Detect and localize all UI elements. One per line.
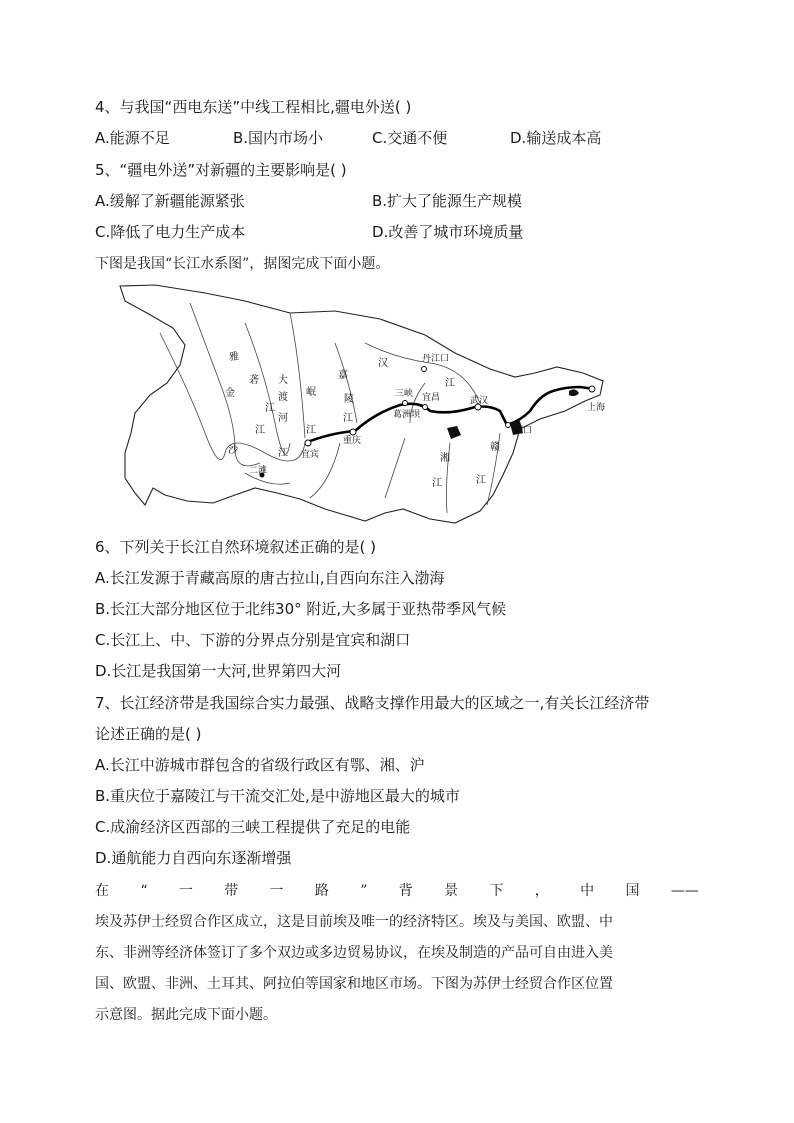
passage-line-2: 埃及苏伊士经贸合作区成立，这是目前埃及唯一的经济特区。埃及与美国、欧盟、中 <box>95 914 613 930</box>
label-jin: 金 <box>225 388 235 399</box>
q7-option-a: A.长江中游城市群包含的省级行政区有鄂、湘、沪 <box>95 756 425 774</box>
label-jiang-dadu: 江 <box>265 403 275 414</box>
label-jiang-min: 江 <box>306 425 316 436</box>
q7-option-b: B.重庆位于嘉陵江与干流交汇处,是中游地区最大的城市 <box>95 787 460 805</box>
label-ertan: 二滩 <box>249 466 268 476</box>
label-jiang-jinsha: 江 <box>278 448 288 459</box>
passage-word: 路 <box>314 883 329 899</box>
label-jiang-jialing: 江 <box>343 413 353 424</box>
label-han: 汉 <box>378 358 388 369</box>
label-jiang-han: 江 <box>445 378 455 389</box>
question-6-stem: 6、下列关于长江自然环境叙述正确的是( ) <box>95 538 377 556</box>
q4-option-b: B.国内市场小 <box>233 129 324 147</box>
label-chongqing: 重庆 <box>343 436 362 446</box>
passage-word: 背 <box>398 883 413 899</box>
label-ling: 陵 <box>344 394 354 405</box>
label-da: 大 <box>278 375 288 386</box>
passage-word: ， <box>534 883 549 899</box>
min-river <box>290 313 305 438</box>
label-hukou: 湖口 <box>514 426 533 436</box>
q5-option-a: A.缓解了新疆能源紧张 <box>95 192 245 210</box>
label-yibin: 宜宾 <box>301 450 320 460</box>
danjiangkou-marker <box>422 367 427 372</box>
label-xiang: 湘 <box>440 453 450 464</box>
dongting-lake <box>447 426 461 439</box>
shanghai-marker <box>589 386 595 392</box>
label-jiang-xiang: 江 <box>432 478 442 489</box>
label-gan: 赣 <box>490 442 500 453</box>
passage-word: 在 <box>95 883 109 899</box>
passage-line-5: 示意图。据此完成下面小题。 <box>95 1007 277 1023</box>
q6-option-d: D.长江是我国第一大河,世界第四大河 <box>95 662 342 680</box>
basin-outline <box>120 285 606 523</box>
q7-option-d: D.通航能力自西向东逐渐增强 <box>95 849 292 867</box>
label-gezhouba: 葛洲坝 <box>393 410 421 420</box>
label-du: 渡 <box>278 392 288 403</box>
passage <box>95 876 699 1031</box>
jialing-river <box>335 343 357 423</box>
q6-option-c: C.长江上、中、下游的分界点分别是宜宾和湖口 <box>95 631 411 649</box>
passage-word: “ <box>140 883 148 899</box>
q6-option-b: B.长江大部分地区位于北纬30° 附近,大多属于亚热带季风气候 <box>95 600 507 618</box>
label-danjiangkou: 丹江口 <box>422 354 450 364</box>
question-5-stem: 5、“疆电外送”对新疆的主要影响是( ) <box>95 161 347 179</box>
passage-word: 一 <box>178 883 193 899</box>
passage-word: 一 <box>269 883 284 899</box>
yichang-marker <box>423 405 428 410</box>
label-yichang: 宜昌 <box>422 393 441 403</box>
dadu-river <box>245 323 290 454</box>
passage-line-1 <box>95 876 699 907</box>
q4-option-a: A.能源不足 <box>95 129 170 147</box>
passage-word: 中 <box>580 883 595 899</box>
q4-option-c: C.交通不便 <box>372 129 448 147</box>
label-sanxia: 三峡 <box>395 389 414 399</box>
label-sha: 沙 <box>228 445 238 456</box>
passage-word: ” <box>360 883 368 899</box>
taihu-lake <box>569 389 579 396</box>
label-long: 砻 <box>249 375 259 386</box>
label-jiang-yalong: 江 <box>255 425 265 436</box>
small-stream-1 <box>385 438 405 498</box>
label-he: 河 <box>278 413 288 424</box>
q5-option-b: B.扩大了能源生产规模 <box>372 192 523 210</box>
label-ya: 雅 <box>229 352 239 363</box>
label-wuhan: 武汉 <box>470 396 489 406</box>
label-min: 岷 <box>306 387 316 398</box>
yangtze-river-map <box>95 283 615 528</box>
label-jiang-gan: 江 <box>476 475 486 486</box>
question-7-stem-line1: 7、长江经济带是我国综合实力最强、战略支撑作用最大的区域之一,有关长江经济带 <box>95 694 650 712</box>
passage-word: 景 <box>444 883 459 899</box>
chongqing-marker <box>350 429 356 435</box>
map-intro: 下图是我国“长江水系图”，据图完成下面小题。 <box>95 256 390 272</box>
q5-option-c: C.降低了电力生产成本 <box>95 223 246 241</box>
q4-option-d: D.输送成本高 <box>510 129 602 147</box>
label-jia: 嘉 <box>338 370 348 381</box>
q7-option-c: C.成渝经济区西部的三峡工程提供了充足的电能 <box>95 818 411 836</box>
passage-word: —— <box>670 883 699 899</box>
passage-word: 下 <box>489 883 504 899</box>
label-shanghai: 上海 <box>587 403 606 413</box>
passage-word: 带 <box>224 883 239 899</box>
question-4-stem: 4、与我国“西电东送”中线工程相比,疆电外送( ) <box>95 98 412 116</box>
sanxia-marker <box>403 401 408 406</box>
question-7-stem-line2: 论述正确的是( ) <box>95 725 202 743</box>
passage-line-4: 国、欧盟、非洲、土耳其、阿拉伯等国家和地区市场。下图为苏伊士经贸合作区位置 <box>95 976 613 992</box>
q6-option-a: A.长江发源于青藏高原的唐古拉山,自西向东注入渤海 <box>95 569 445 587</box>
q5-option-d: D.改善了城市环境质量 <box>372 223 524 241</box>
passage-word: 国 <box>625 883 640 899</box>
yibin-marker <box>305 440 311 446</box>
passage-line-3: 东、非洲等经济体签订了多个双边或多边贸易协议，在埃及制造的产品可自由进入美 <box>95 945 613 961</box>
hukou-marker <box>506 423 511 428</box>
